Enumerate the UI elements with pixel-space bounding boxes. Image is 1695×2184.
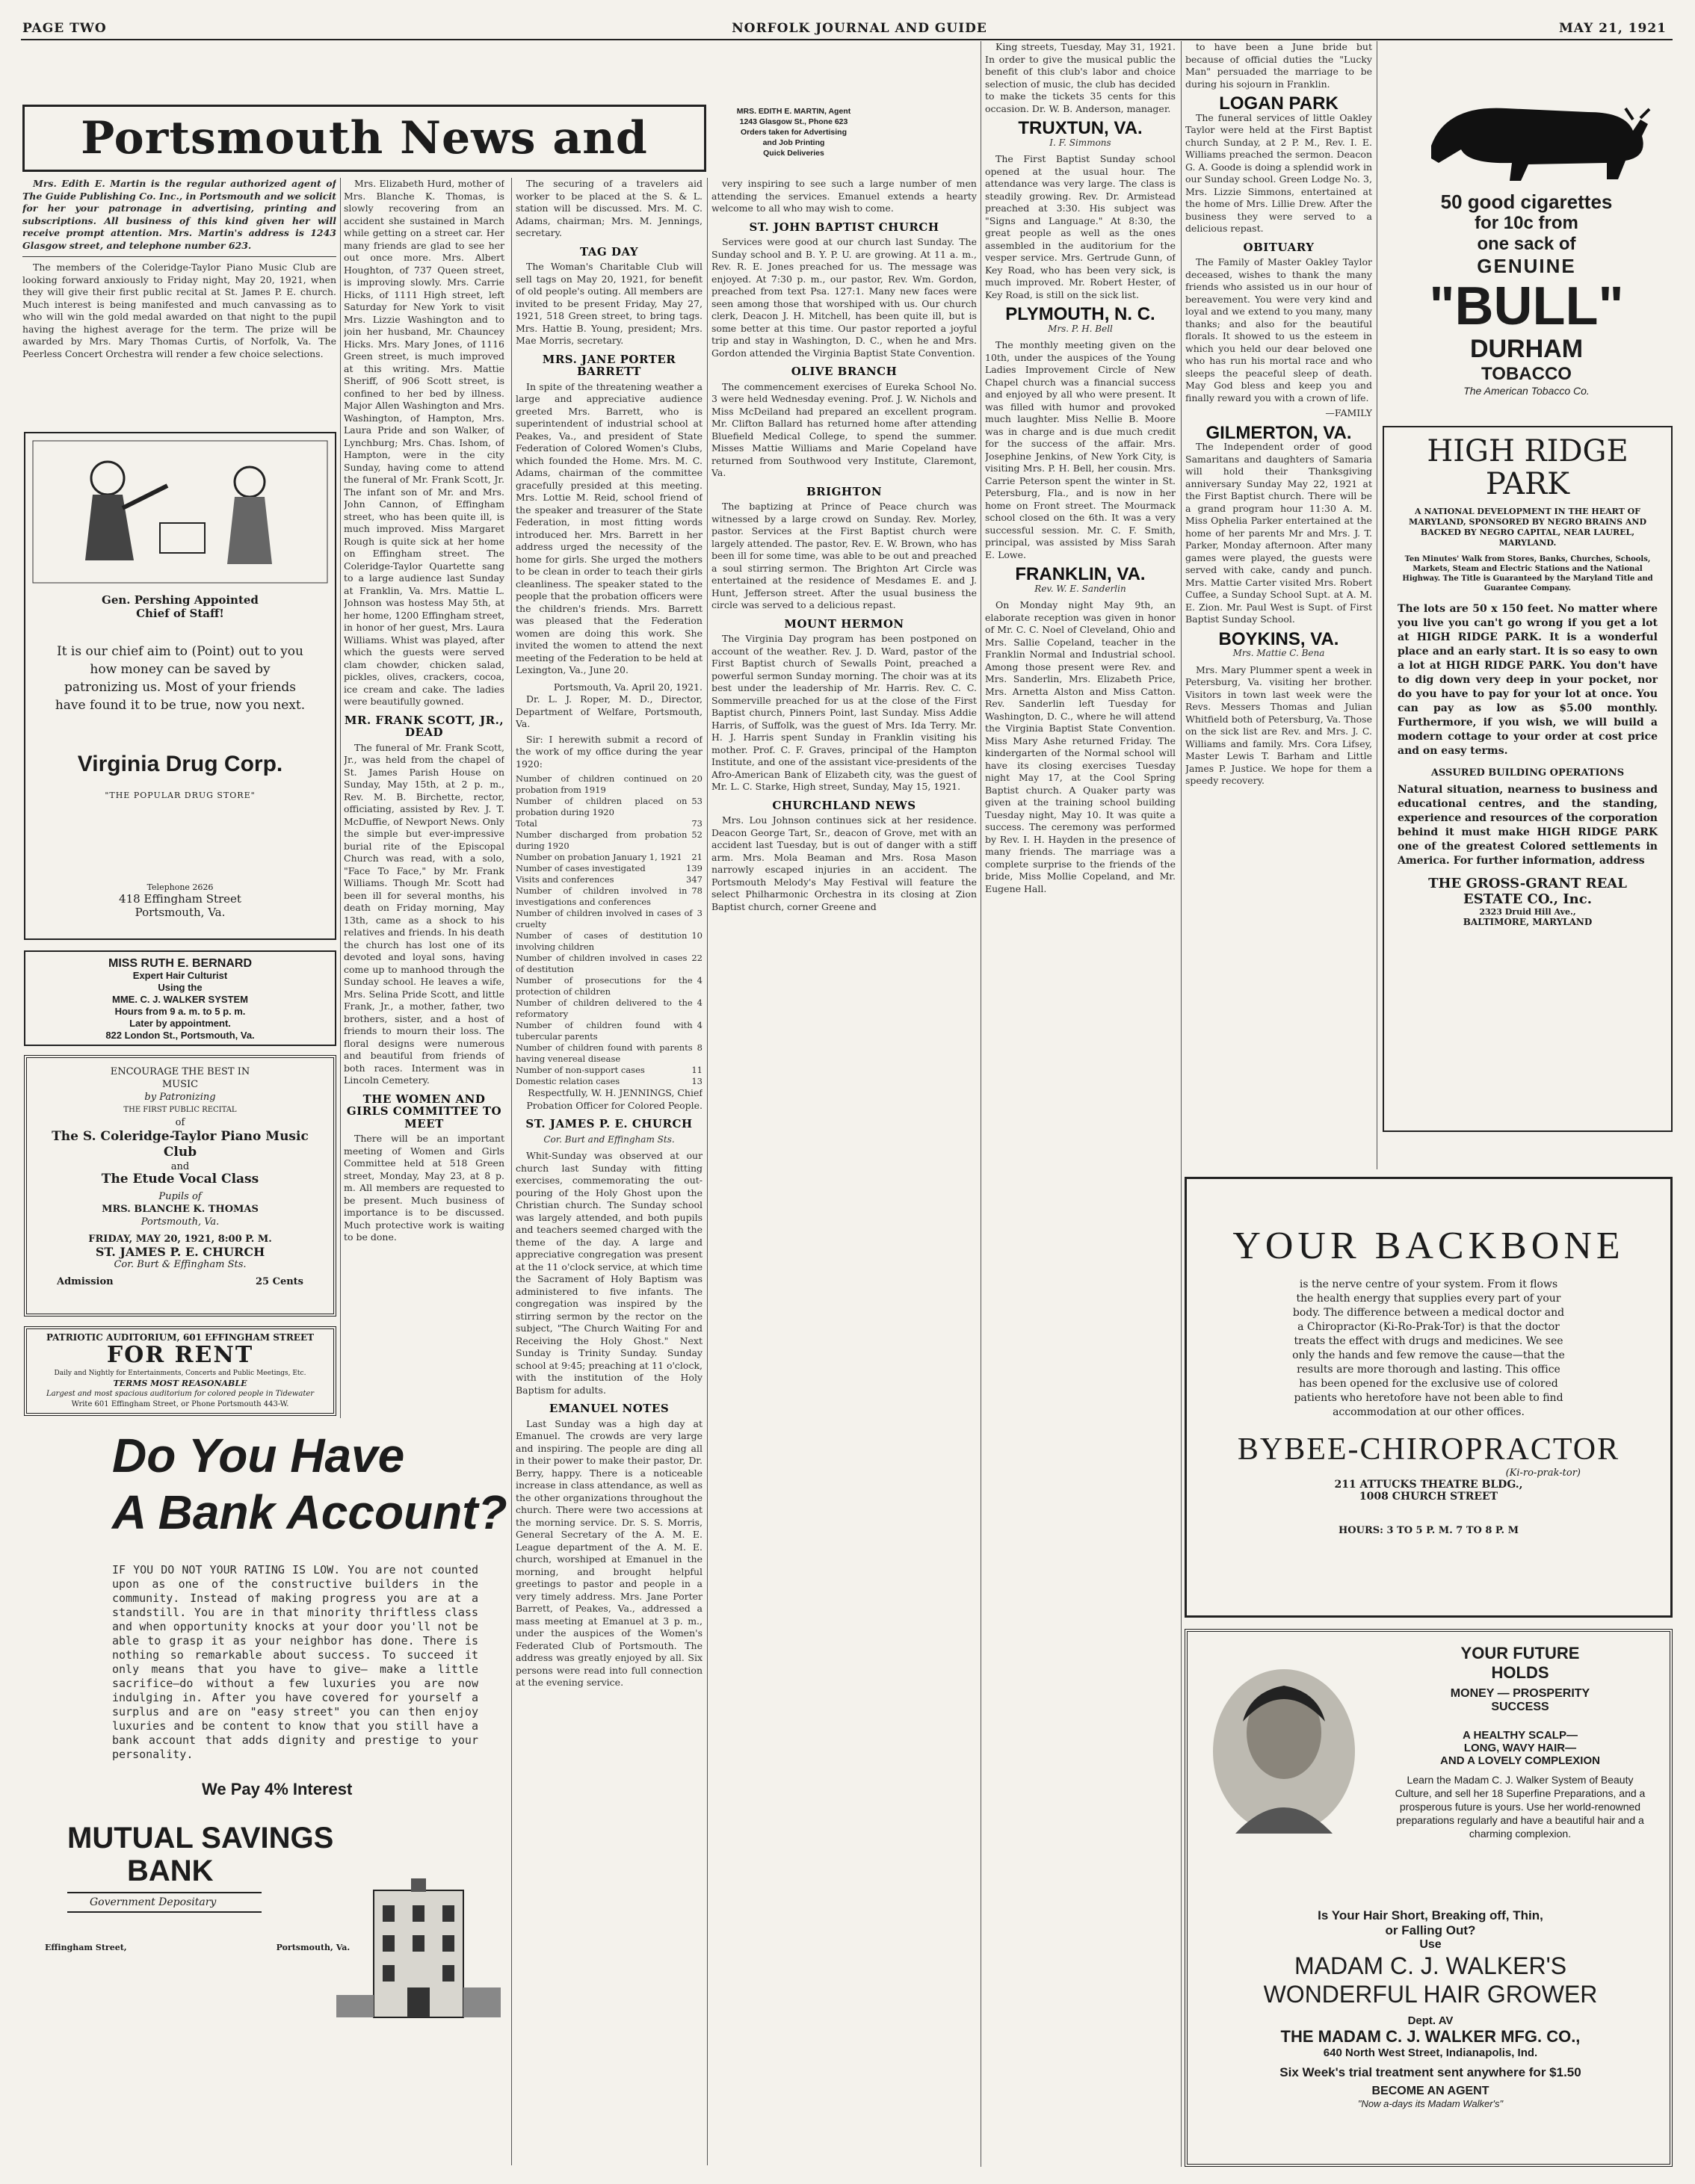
column-divider [340, 178, 341, 1418]
bernard-line-3: MME. C. J. WALKER SYSTEM [111, 994, 248, 1005]
churchland-headline: CHURCHLAND NEWS [772, 798, 916, 812]
bull-line-7: TOBACCO [1481, 364, 1572, 384]
bank-city: Portsmouth, Va. [276, 1943, 351, 1952]
mount-hermon-article: The Virginia Day program has been postponed on account of the weather. Rev. J. D. Ward, pastor of the First Baptist church of Sewalls Point, preached a powerful sermon Sunday morning. The choir was at its best under the leadership of Mr. Harris. Rev. C. C. Sommerville preached for us at the close of the First Baptist church, Pinners Point, last Sunday. Miss Addie Harris, of Suffolk, was the guest of Mrs. Ida Terry. Mr. H. J. Harris spent Sunday in Franklin visiting his mother. Prof. C. F. Graves, principal of the Hampton Institute, and one of the assistant vice-presidents of the Afro-American Bank of Elizabeth city, was the guest of Mr. L. C. Starke, High street, Sunday, May 15, 1921. [711, 633, 977, 792]
walker-line-6: LONG, WAVY HAIR— [1463, 1742, 1577, 1754]
barrett-article: In spite of the threatening weather a large and appreciative audience greeted Mrs. Barrett, who is superintendent of industrial school at Peakes, Va., and president of State Federation of Colored Women's Clubs, which founded the Home. Mrs. M. C. Adams, chairman of the committee gracefully presided at this meeting. Mrs. Lottie M. Reid, school friend of the speaker and treasurer of the State Federation, in most fitting words introduced her. Mrs. Barrett in her address urged the necessity of the home for girls. She urged the mothers to be clean in order to teach their girls cleanliness. The speaker stated to the people that the probation officers were the children's friends. Mrs. Barrett was pleased that the Federation women are doing this work. She invited the women to attend the next meeting of the Federation to be held at Lexington, Va., June 20. [516, 380, 703, 675]
bank-name-2: BANK [127, 1854, 214, 1887]
report-row-value: 3 [697, 908, 703, 918]
report-row-label: Number of children found with tubercular parents [516, 1020, 693, 1042]
walker-offer: Six Week's trial treatment sent anywhere for $1.50 [1279, 2065, 1581, 2079]
column-divider [707, 178, 708, 2165]
report-row-label: Number of children involved in cases of destitution [516, 953, 688, 974]
column-3 [516, 178, 703, 2165]
report-row-value: 13 [691, 1076, 703, 1086]
franklin-byline: Rev. W. E. Sanderlin [1034, 583, 1126, 594]
tagday-headline: TAG DAY [579, 244, 639, 259]
agent-name: MRS. EDITH E. MARTIN, Agent [736, 107, 851, 116]
recital-line-13: ST. JAMES P. E. CHURCH [95, 1245, 265, 1259]
auditorium-line-6: Write 601 Effingham Street, or Phone Portsmouth 443-W. [71, 1400, 289, 1408]
report-dateline: Portsmouth, Va. April 20, 1921. [553, 681, 703, 693]
auditorium-line-3: Daily and Nightly for Entertainments, Concerts and Public Meetings, Etc. [54, 1370, 306, 1377]
report-addressee: Dr. L. J. Roper, M. D., Director, Department of Welfare, Portsmouth, Va. [516, 693, 703, 729]
recital-line-10: MRS. BLANCHE K. THOMAS [102, 1204, 259, 1215]
walker-ad [1185, 1629, 1673, 2167]
section-title: Portsmouth News and [81, 112, 648, 164]
emanuel-headline: EMANUEL NOTES [549, 1402, 670, 1415]
report-row-value: 21 [691, 852, 703, 862]
report-row-value: 139 [686, 863, 703, 873]
park-body: The lots are 50 x 150 feet. No matter where you live you can't go wrong if you get a lot at HIGH RIDGE PARK. It is a wonderful place and an early start. It is so easy to own a lot at HIGH RIDGE PARK. You don't have to dig down very deep in your pocket, nor do you have to pay for your lot at once. You can pay as low as $5.00 monthly. Furthermore, if you wish, we will build a modern cottage to your order at cost price and on easy terms. [1398, 603, 1658, 757]
walker-bottom-block [1195, 1908, 1666, 2109]
col4-intro: very inspiring to see such a large number of men attending the services. Emanuel extends a hearty welcome to all who may wish to come. [711, 178, 977, 214]
chiro-body: is the nerve centre of your system. From it flows the health energy that supplies every part of your body. The difference between a medical doctor and a Chiropractor (Ki-Ro-Prak-Tor) is that the doctor treats the effect with drugs and medicines. We see only the hands and few remove the cause—that the results are more thorough and lasting. This office has been opened for the exclusive use of colored patients who heretofore have not been able to find accommodation at our other offices. [1292, 1278, 1565, 1418]
page-number: PAGE TWO [22, 21, 107, 36]
walker-headline-block [1374, 1644, 1666, 1840]
virginia-drug-ad [24, 432, 336, 940]
walker-line-1: YOUR FUTURE [1460, 1644, 1580, 1662]
drug-slogan: "THE POPULAR DRUG STORE" [105, 791, 256, 800]
bull-line-1: 50 good cigarettes [1440, 191, 1613, 213]
col5-intro: King streets, Tuesday, May 31, 1921. In order to give the musical public the benefit of this club's labor and choice selection of music, the club has decided to make the tickets 35 cents for this occasion. Dr. W. B. Anderson, manager. [985, 41, 1176, 114]
section-title-box [22, 105, 706, 172]
barrett-headline: MRS. JANE PORTER BARRETT [542, 352, 676, 378]
walker-name-2: WONDERFUL HAIR GROWER [1263, 1981, 1598, 2008]
madam-walker-portrait [1198, 1662, 1370, 1856]
recital-ad [24, 1055, 336, 1317]
report-row-label: Visits and conferences [516, 874, 614, 885]
recital-line-12: FRIDAY, MAY 20, 1921, 8:00 P. M. [88, 1234, 272, 1245]
report-row-label: Domestic relation cases [516, 1076, 620, 1086]
report-row [516, 874, 703, 885]
bank-building-illustration [336, 1875, 501, 2025]
report-row [516, 1065, 703, 1076]
report-row-value: 53 [691, 796, 703, 806]
report-row [516, 796, 703, 818]
agent-line-4: Quick Deliveries [763, 149, 824, 158]
bernard-name: MISS RUTH E. BERNARD [108, 957, 252, 970]
boykins-headline: BOYKINS, VA. [1218, 628, 1339, 649]
agent-line-3: and Job Printing [762, 138, 825, 147]
plymouth-byline: Mrs. P. H. Bell [1048, 323, 1113, 334]
recital-admission-price: 25 Cents [255, 1276, 303, 1287]
report-row-label: Number on probation January 1, 1921 [516, 852, 682, 862]
recital-line-11: Portsmouth, Va. [141, 1216, 220, 1228]
col3-intro: The securing of a travelers aid worker to be placed at the S. & L. station will be discussed. Mrs. M. C. Adams, chairman; Mrs. M. Jennings, secretary. [516, 178, 703, 238]
drug-address: 418 Effingham Street [119, 892, 241, 906]
bull-line-6: DURHAM [1469, 335, 1584, 363]
drug-telephone: Telephone 2626 [146, 882, 214, 892]
recital-line-3: by Patronizing [144, 1092, 216, 1103]
high-ridge-park-ad [1383, 426, 1673, 1132]
walker-line-7: AND A LOVELY COMPLEXION [1440, 1754, 1600, 1767]
recital-line-1: ENCOURAGE THE BEST IN [110, 1066, 250, 1077]
col6-intro: to have been a June bride but because of official duties the "Lucky Man" persuaded the marriage to be during his sojourn in Franklin. [1185, 41, 1372, 90]
column-2 [344, 178, 504, 1418]
bull-line-4: GENUINE [1477, 255, 1576, 277]
scott-article: The funeral of Mr. Frank Scott, Jr., was held from the chapel of St. James Parish House on Sunday, May 15th, at 2 p. m., Rev. M. B. Birchette, rector, officiating, assisted by Rev. J. T. McDuffie, of Newport News. Only the simple but ever-impressive burial rite of the Episcopal Church was read, with a solo, "Face To Face," by Mr. Frank Williams. Though Mr. Scott had been ill for several months, his death on Friday morning, May 13th, came as a shock to his relatives and friends. In his death the church has lost one of its devoted and loyal sons, having come up to manhood through the Sunday school. He leaves a wife, Mrs. Selina Pride Scott, and little Frank, Jr., a mother, father, two brothers, sister, and a host of friends to mourn their loss. The floral designs were numerous and beautiful from friends of both races. Interment was in Lincoln Cemetery. [344, 741, 504, 1086]
bank-headline-2: A Bank Account? [112, 1485, 507, 1539]
report-row-value: 4 [697, 975, 703, 986]
brighton-headline: BRIGHTON [806, 484, 883, 498]
gilmerton-article: The Independent order of good Samaritans and daughters of Samaria will hold their Thanksgiving anniversary Sunday May 22, 1921 at the First Baptist church. There will be a grand program hour 11:30 A. M. Miss Ophelia Parker entertained at the home of her parents Mr and Mrs. J. T. Parker, Monday afternoon. After many games were played, the guests were served with cake, candy and punch. Mrs. Mattie Carter visited Mrs. Robert Cuffee, a Sunday School Supt. at A. M. E. Zion. Mr. Paul West is Supt. of First Baptist Sunday School. [1185, 441, 1372, 625]
emanuel-article: Last Sunday was a high day at Emanuel. The crowds are very large and inspiring. The people are ding all in their power to make their pastor, Dr. Berry, happy. There is a noticeable increase in class attendance, as well as the other organizations throughout the church. There were two accessions at the morning service. Dr. S. S. Morris, General Secretary of the A. M. E. League department of the A. M. E. church, worshiped at Emanuel in the morning, and brought helpful greetings to pastor and people in a very timely address. Mrs. Jane Porter Barrett, of Peakes, Va., addressed a mass meeting at Emanuel at 3 p. m., under the auspices of the Women's Federated Club of Portsmouth. The address was greatly enjoyed by all. Six persons were read into full connection at the evening service. [516, 1417, 703, 1688]
walker-slogan: "Now a-days its Madam Walker's" [1357, 2098, 1504, 2109]
tagday-article: The Woman's Charitable Club will sell tags on May 20, 1921, for benefit of old people's outing. All members are invited to be present Friday, May 27, 1921, 518 Green street, to bring tags. Mrs. Hattie B. Young, president; Mrs. Mae Morris, secretary. [516, 261, 703, 346]
report-row [516, 953, 703, 975]
walker-line-3: MONEY — PROSPERITY [1450, 1687, 1590, 1700]
recital-line-6: The S. Coleridge-Taylor Piano Music Club [52, 1129, 309, 1160]
olive-branch-headline: OLIVE BRANCH [791, 365, 898, 378]
mount-hermon-headline: MOUNT HERMON [784, 616, 904, 631]
bank-name-1: MUTUAL SAVINGS [67, 1822, 334, 1854]
stjohn-article: Services were good at our church last Sunday. The Sunday school and B. Y. P. U. are growing. At 11 a. m., Rev. R. E. Jones preached for us. The message was enjoyed. At 7:30 p. m., our pastor, Rev. Wm. Gordon, preached from text Psa. 127:1. Many new faces were seen among those that worshiped with us. Our church clerk, Deacon J. H. Mitchell, has been quite ill, but is some better at this time. Our pastor reported a joyful trip and stay in Washington, D. C., when he and Mrs. Gordon attended the Virginia Baptist State Convention. [711, 236, 977, 359]
header-rule [21, 39, 1673, 40]
report-row [516, 863, 703, 874]
pershing-caption-2: Chief of Staff! [136, 607, 224, 620]
bank-body: IF YOU DO NOT YOUR RATING IS LOW. You are not counted upon as one of the constructive builders in the community. Instead of making progress you are at a standstill. You are in that minority thriftless class and when opportunity knocks at your door you'll not be able to grasp it as your neighbor has done. There is nothing so remarkable about success. To succeed it only means that you have to give— make a little sacrifice—do without a few luxuries you are now indulging in. After you have covered for yourself a surplus and are on "easy street" you can then enjoy luxuries and be content to know that you still have a bank account that adds dignity and prestige to your personality. [112, 1563, 478, 1761]
coleridge-taylor-article: The members of the Coleridge-Taylor Piano Music Club are looking forward anxiously to Friday night, May 20, 1921, when they will give their first public recital at St. James P. E. church. Much interest is being manifested and much canvassing as to who will win the gold medal awarded on that night to the pupil having the highest average for the term. The prize will be awarded by Mrs. Mary Thomas Curtis, of Norfolk, Va. The Peerless Concert Orchestra will render a few choice selections. [22, 262, 336, 359]
bernard-ad [24, 950, 336, 1046]
churchland-article: Mrs. Lou Johnson continues sick at her residence. Deacon George Tart, Sr., deacon of Grove, met with an accident last Tuesday, but is out of danger with a stiff arm. Mrs. Mola Beaman and Mrs. Rosa Mason narrowly escaped injuries in an accident. The Portsmouth Melody's May Festival will feature the select Philharmonic Orchestra in its closing at Zion Baptist church, corner Greene and [711, 814, 977, 912]
recital-line-8: The Etude Vocal Class [101, 1172, 259, 1187]
plymouth-headline: PLYMOUTH, N. C. [1005, 304, 1155, 324]
park-title-1: HIGH RIDGE [1427, 434, 1628, 468]
chiro-hours: HOURS: 3 TO 5 P. M. 7 TO 8 P. M [1339, 1525, 1519, 1536]
report-row [516, 1020, 703, 1042]
column-divider [1181, 41, 1182, 2167]
franklin-article: On Monday night May 9th, an elaborate reception was given in honor of Mr. C. C. Noel of Cleveland, Ohio and Mrs. Sallie Copeland, teacher in the Franklin Normal and Industrial school. Among those present were Rev. and Mrs. Sanderlin, Mrs. Elizabeth Price, Mrs. Arnetta Alston and Miss Catton. Rev. Sanderlin left Tuesday for Washington, D. C., where he will attend the Virginia Baptist State Convention. Miss Mary Ashe returned Friday. The kindergarten of the Normal school will have its closing exercises Tuesday night May 17, at the Cool Spring Baptist church. A Quaker party was given at the training school building Tuesday night, May 10. It was quite a success. The ceremony was performed by Rev. I. H. Hayden in the presence of many friends. The marriage was a complete surprise to the friends of the bride, Miss Mollie Copeland, and Mr. Eugene Hall. [985, 599, 1176, 894]
report-row [516, 1076, 703, 1087]
women-committee-article: There will be an important meeting of Women and Girls Committee held at 518 Green street, Monday, May 23, at 8 p. m. All members are requested to be present. Much business of importance is to be discussed. Much protective work is waiting to be done. [344, 1133, 504, 1243]
bull-line-2: for 10c from [1475, 213, 1578, 233]
report-row-label: Number of children found with parents having venereal disease [516, 1042, 693, 1064]
report-row [516, 773, 703, 796]
report-row-label: Number of cases investigated [516, 863, 646, 873]
newspaper-name: NORFOLK JOURNAL AND GUIDE [732, 21, 987, 36]
report-row [516, 975, 703, 997]
recital-line-2: MUSIC [161, 1079, 199, 1090]
report-row-value: 4 [697, 1020, 703, 1030]
obituary-signature: —FAMILY [1325, 407, 1372, 418]
walker-address: 640 North West Street, Indianapolis, Ind. [1323, 2047, 1538, 2059]
report-intro: Sir: I herewith submit a record of the work of my office during the year 1920: [516, 733, 703, 770]
issue-date: MAY 21, 1921 [1558, 21, 1667, 36]
park-title-2: PARK [1485, 467, 1570, 501]
drug-city: Portsmouth, Va. [135, 906, 226, 919]
report-row-label: Number of prosecutions for the protection of children [516, 975, 693, 997]
report-row-value: 20 [691, 773, 703, 784]
report-row-label: Number of children placed on probation during 1920 [516, 796, 688, 817]
agent-box [711, 106, 876, 172]
walker-line-5: A HEALTHY SCALP— [1463, 1729, 1578, 1742]
bernard-line-5: Later by appointment. [129, 1018, 231, 1029]
truxtun-headline: TRUXTUN, VA. [1018, 118, 1143, 138]
report-signature: Respectfully, W. H. JENNINGS, Chief Probation Officer for Colored People. [526, 1087, 703, 1111]
walker-dept: Dept. AV [1407, 2014, 1454, 2027]
report-row-value: 8 [697, 1042, 703, 1053]
brighton-article: The baptizing at Prince of Peace church was witnessed by a large crowd on Sunday. Rev. Morley, pastor. Services at the First Baptist church were largely attended. The pastor, Rev. E. W. Brown, who has been ill for some time, was able to be out and preached a soul stirring sermon. The Brighton Art Circle was entertained at the residence of Mesdames E. and J. Hunt, Jefferson street. After the usual business the circle was served to a delicious repast. [711, 501, 977, 610]
truxtun-article: The First Baptist Sunday school opened at the usual hour. The attendance was very large. The class is steadily growing. Rev. Dr. Armistead preached at 3:30. His subject was "Signs and Language." At 8:30, the great people as well as the ones assembled in the auditorium for the vesper service. Mrs. Gertrude Gunn, of Key Road, who has been very sick, is much improved. Mr. Robert Hester, of Key Road, is still on the sick list. [985, 153, 1176, 300]
report-row [516, 997, 703, 1020]
chiro-name: BYBEE-CHIROPRACTOR [1237, 1432, 1620, 1467]
report-row [516, 818, 703, 829]
report-row-value: 11 [691, 1065, 703, 1075]
walker-name-1: MADAM C. J. WALKER'S [1294, 1952, 1567, 1979]
report-row-value: 22 [691, 953, 703, 963]
agent-line-2: Orders taken for Advertising [741, 128, 847, 137]
recital-line-7: and [170, 1161, 190, 1172]
bernard-line-1: Expert Hair Culturist [132, 970, 228, 981]
logan-park-article: The funeral services of little Oakley Taylor were held at the First Baptist church Sunday, at 2 P. M., Rev. I. E. Williams preached the sermon. Deacon G. A. Goode is doing a splendid work in our Sunday school. Green Lodge No. 3, Mrs. Lizzie Simmons, entertained at the home of Mrs. Lillie Drew. After the business they were served to a delicious repast. [1185, 111, 1372, 234]
report-row-label: Total [516, 818, 537, 829]
bank-depositary: Government Depositary [90, 1896, 217, 1908]
report-row-value: 4 [697, 997, 703, 1008]
chiro-pronunciation: (Ki-ro-prak-tor) [1505, 1467, 1581, 1479]
gilmerton-headline: GILMERTON, VA. [1205, 422, 1352, 443]
stjames-byline: Cor. Burt and Effingham Sts. [543, 1133, 675, 1145]
stjames-article: Whit-Sunday was observed at our church last Sunday with fitting exercises, commemorating the out-pouring of the Holy Ghost upon the Christian church. The Sunday school was largely attended, and both pupils and teachers seemed charged with the theme of the day. A large and appreciative congregation was present at the 11 o'clock service, at which time the Sacrament of Holy Baptism was administered to five infants. The congregation was inspired by the stirring sermon by the rector on the subject, "The Church Waiting For and Receiving the Holy Ghost." Next Sunday is Trinity Sunday. Sunday school at 9:45; preaching at 11 o'clock, with the institution of the Holy Baptism for adults. [516, 1150, 703, 1396]
bull-icon [1379, 75, 1674, 187]
auditorium-line-1: PATRIOTIC AUDITORIUM, 601 EFFINGHAM STREET [46, 1332, 315, 1343]
plymouth-article: The monthly meeting given on the 10th, under the auspices of the Young Ladies Improvement Circle of New Chapel church was a financial success and enjoyed by all who were present. It was filled with humor and provoked much laughter. Miss Nellie B. Moore was in charge and is due much credit for the success of the affair. Mrs. Josephine Jenkins, of New York City, is visiting Mrs. P. H. Bell, her cousin. Mrs. Carrie Peterson spent the winter in St. Petersburg, Fla., and is now in her home on Front street. The Mourmack school closed on the 6th. It was a very successful session. Mr. C. F. Smith, principal, was assisted by Miss Sarah E. Lowe. [985, 339, 1176, 560]
report-row-label: Number of cases of destitution involving children [516, 930, 688, 952]
recital-line-4: THE FIRST PUBLIC RECITAL [123, 1106, 237, 1114]
agent-address: 1243 Glasgow St., Phone 623 [739, 117, 848, 126]
report-row-value: 78 [691, 885, 703, 896]
chiro-title: YOUR BACKBONE [1232, 1225, 1625, 1267]
report-row-label: Number of children delivered to the reformatory [516, 997, 693, 1019]
column-1-top [22, 178, 336, 424]
auditorium-ad [24, 1326, 336, 1416]
walker-question: Is Your Hair Short, Breaking off, Thin, or Falling Out? [1318, 1908, 1543, 1937]
report-row-label: Number of children involved in cases of cruelty [516, 908, 693, 929]
bernard-line-2: Using the [158, 982, 203, 993]
bank-headline-1: Do You Have [112, 1429, 405, 1482]
bull-line-3: one sack of [1477, 234, 1576, 254]
boykins-article: Mrs. Mary Plummer spent a week in Petersburg, Va. visiting her brother. Visitors in town last week were the Revs. Messers Thomas and Julian Whitfield both of Petersburg, Va. Those on the sick list are Rev. and Mrs. J. C. Williams and family. Mrs. Cora Lifsey, Master Lewis T. Barham and Little James P. Justice. We hope for them a speedy recovery. [1185, 663, 1372, 786]
report-row-value: 347 [686, 874, 703, 885]
bull-durham-ad [1379, 75, 1674, 411]
park-address: 2323 Druid Hill Ave., [1479, 907, 1576, 917]
bernard-line-6: 822 London St., Portsmouth, Va. [105, 1030, 255, 1041]
column-6 [1185, 41, 1372, 1169]
bernard-line-4: Hours from 9 a. m. to 5 p. m. [114, 1006, 246, 1017]
women-committee-headline: THE WOMEN AND GIRLS COMMITTEE TO MEET [346, 1092, 502, 1130]
report-row [516, 852, 703, 863]
report-row-label: Number of children involved in investigations and conferences [516, 885, 688, 907]
col2-personals: Mrs. Elizabeth Hurd, mother of Mrs. Blanche K. Thomas, is slowly recovering from an accident she sustained in March while getting on a street car. Her many friends are glad to see her out once more. Mrs. Albert Houghton, of 737 Queen street, is improving slowly. Mrs. Carrie Hicks, of 1111 High street, left Saturday for New York to visit Mrs. Lizzie Washington and to join her husband, Mr. Chauncey Hicks. Mrs. Mary Jones, of 1116 Green street, is much improved at this writing. Mrs. Mattie Sheriff, of 906 Scott street, is confined to her bed by illness. Major Allen Washington and Mrs. Washington, of Hampton, Mrs. Laura Pride and son Walker, of Lynchburg; Mrs. Chas. Ishom, of Hampton, were in the city Sunday, having come to attend the funeral of Mr. Frank Scott, Jr. The infant son of Mr. and Mrs. John Cannon, of Effingham street, who has been quite ill, is much improved. Miss Margaret Rough is quite sick at her home on Effingham street. The Coleridge-Taylor Quartette sang to a large audience last Sunday at Franklin, Va. Mrs. Mattie L. Johnson was hostess May 5th, at her home, 1200 Effingham street, in honor of her guest, Mrs. Laura Williams. Whist was played, after which the guests were served clam chowder, chicken salad, pickles, olives, crackers, cocoa, ice cream and cake. The ladies were beautifully gowned. [344, 178, 504, 707]
park-city: BALTIMORE, MARYLAND [1463, 917, 1593, 927]
walker-agent: BECOME AN AGENT [1371, 2085, 1489, 2097]
report-row [516, 885, 703, 908]
auditorium-line-5: Largest and most spacious auditorium for colored people in Tidewater [46, 1390, 315, 1398]
bank-ad [22, 1427, 508, 2167]
recital-line-5: of [175, 1117, 185, 1128]
bull-line-8: The American Tobacco Co. [1463, 385, 1590, 397]
auditorium-line-4: TERMS MOST REASONABLE [113, 1379, 247, 1388]
bank-street: Effingham Street, [45, 1943, 127, 1952]
pershing-caption-1: Gen. Pershing Appointed [102, 593, 259, 607]
scott-headline: MR. FRANK SCOTT, JR., DEAD [344, 713, 504, 739]
stjohn-headline: ST. JOHN BAPTIST CHURCH [749, 220, 939, 234]
probation-report-table [516, 773, 703, 1087]
stjames-headline: ST. JAMES P. E. CHURCH [525, 1117, 693, 1130]
drug-ad-body: It is our chief aim to (Point) out to you how money can be saved by patronizing us. Most of your friends have found it to be true, now you next. [55, 644, 306, 713]
agent-intro: Mrs. Edith E. Martin is the regular authorized agent of The Guide Publishing Co. Inc., in Portsmouth and we solicit for her your patronage in advertising, printing and subscriptions. All business of this kind given her will receive prompt attention. Mrs. Martin's address is 1243 Glasgow street, and telephone number 623. [22, 178, 336, 251]
boykins-byline: Mrs. Mattie C. Bena [1232, 648, 1325, 658]
column-divider [511, 178, 512, 2165]
obituary-headline: OBITUARY [1243, 240, 1315, 254]
column-5 [985, 41, 1176, 2167]
report-row-label: Number of children continued on probation from 1919 [516, 773, 688, 795]
report-row [516, 829, 703, 852]
walker-body: Learn the Madam C. J. Walker System of Beauty Culture, and sell her 18 Superfine Preparations, and a prosperous future is yours. Use her world-renowned preparations regularly and have a beautiful hair and a charming complexion. [1395, 1774, 1646, 1840]
report-row [516, 1042, 703, 1065]
chiro-address: 211 ATTUCKS THEATRE BLDG., [1334, 1479, 1523, 1491]
park-subtitle: A NATIONAL DEVELOPMENT IN THE HEART OF MARYLAND, SPONSORED BY NEGRO BRAINS AND BACKED BY NEGRO CAPITAL, NEAR LAUREL, MARYLAND. [1408, 507, 1647, 548]
logan-park-headline: LOGAN PARK [1219, 93, 1339, 114]
pershing-cartoon-illustration [25, 433, 335, 590]
olive-branch-article: The commencement exercises of Eureka School No. 3 were held Wednesday evening. Prof. J. W. Nichols and Miss McDeiland had prepared an excellent program. Mr. Clifton Ballard has returned home after attending Bluefield Medical College, to spend the summer. Misses Mattie Williams and Marie Copeland have returned from Southwood very Institute, Claremont, Va. [711, 380, 977, 478]
auditorium-line-2: FOR RENT [106, 1342, 254, 1368]
bull-line-5: "BULL" [1429, 276, 1624, 336]
chiro-street: 1008 CHURCH STREET [1359, 1491, 1498, 1503]
recital-line-14: Cor. Burt & Effingham Sts. [114, 1259, 247, 1270]
column-4 [711, 178, 977, 2165]
obituary-article: The Family of Master Oakley Taylor deceased, wishes to thank the many friends who assisted us in our hour of bereavement. You were very kind and loyal and we extend to you many, many thanks; and also for the beautiful florals. It showed to us the esteem in which you held our dear beloved one who has run his mortal race and who sleeps the peaceful sleep of death. May God bless and keep you and finally reward you with a crown of life. [1185, 256, 1372, 403]
park-heading-2: ASSURED BUILDING OPERATIONS [1430, 767, 1625, 779]
report-row [516, 930, 703, 953]
report-row-label: Number discharged from probation during 1920 [516, 829, 688, 851]
park-subtitle-2: Ten Minutes' Walk from Stores, Banks, Churches, Schools, Markets, Steam and Electric Stations and the National Highway. The Title is Guaranteed by the Maryland Title and Guarantee Company. [1402, 555, 1653, 593]
report-row-label: Number of non-support cases [516, 1065, 645, 1075]
report-row-value: 52 [691, 829, 703, 840]
walker-line-2: HOLDS [1491, 1663, 1549, 1682]
report-row-value: 73 [691, 818, 703, 829]
franklin-headline: FRANKLIN, VA. [1015, 564, 1146, 584]
walker-line-4: SUCCESS [1491, 1701, 1549, 1713]
bank-interest: We Pay 4% Interest [202, 1780, 353, 1798]
recital-admission-label: Admission [57, 1276, 114, 1287]
drug-company-name: Virginia Drug Corp. [77, 752, 283, 776]
report-row [516, 908, 703, 930]
chiropractor-ad [1185, 1177, 1673, 1618]
truxtun-byline: I. F. Simmons [1049, 137, 1111, 148]
walker-company: THE MADAM C. J. WALKER MFG. CO., [1280, 2027, 1581, 2046]
park-body-2: Natural situation, nearness to business and educational centres, and the standing, experience and resources of the corporation behind it must make HIGH RIDGE PARK one of the greatest Colored settlements in America. For further information, address [1398, 784, 1658, 867]
park-company: THE GROSS-GRANT REAL ESTATE CO., Inc. [1428, 876, 1627, 907]
report-row-value: 10 [691, 930, 703, 941]
recital-line-9: Pupils of [158, 1191, 202, 1202]
walker-try: Use [1419, 1938, 1442, 1951]
